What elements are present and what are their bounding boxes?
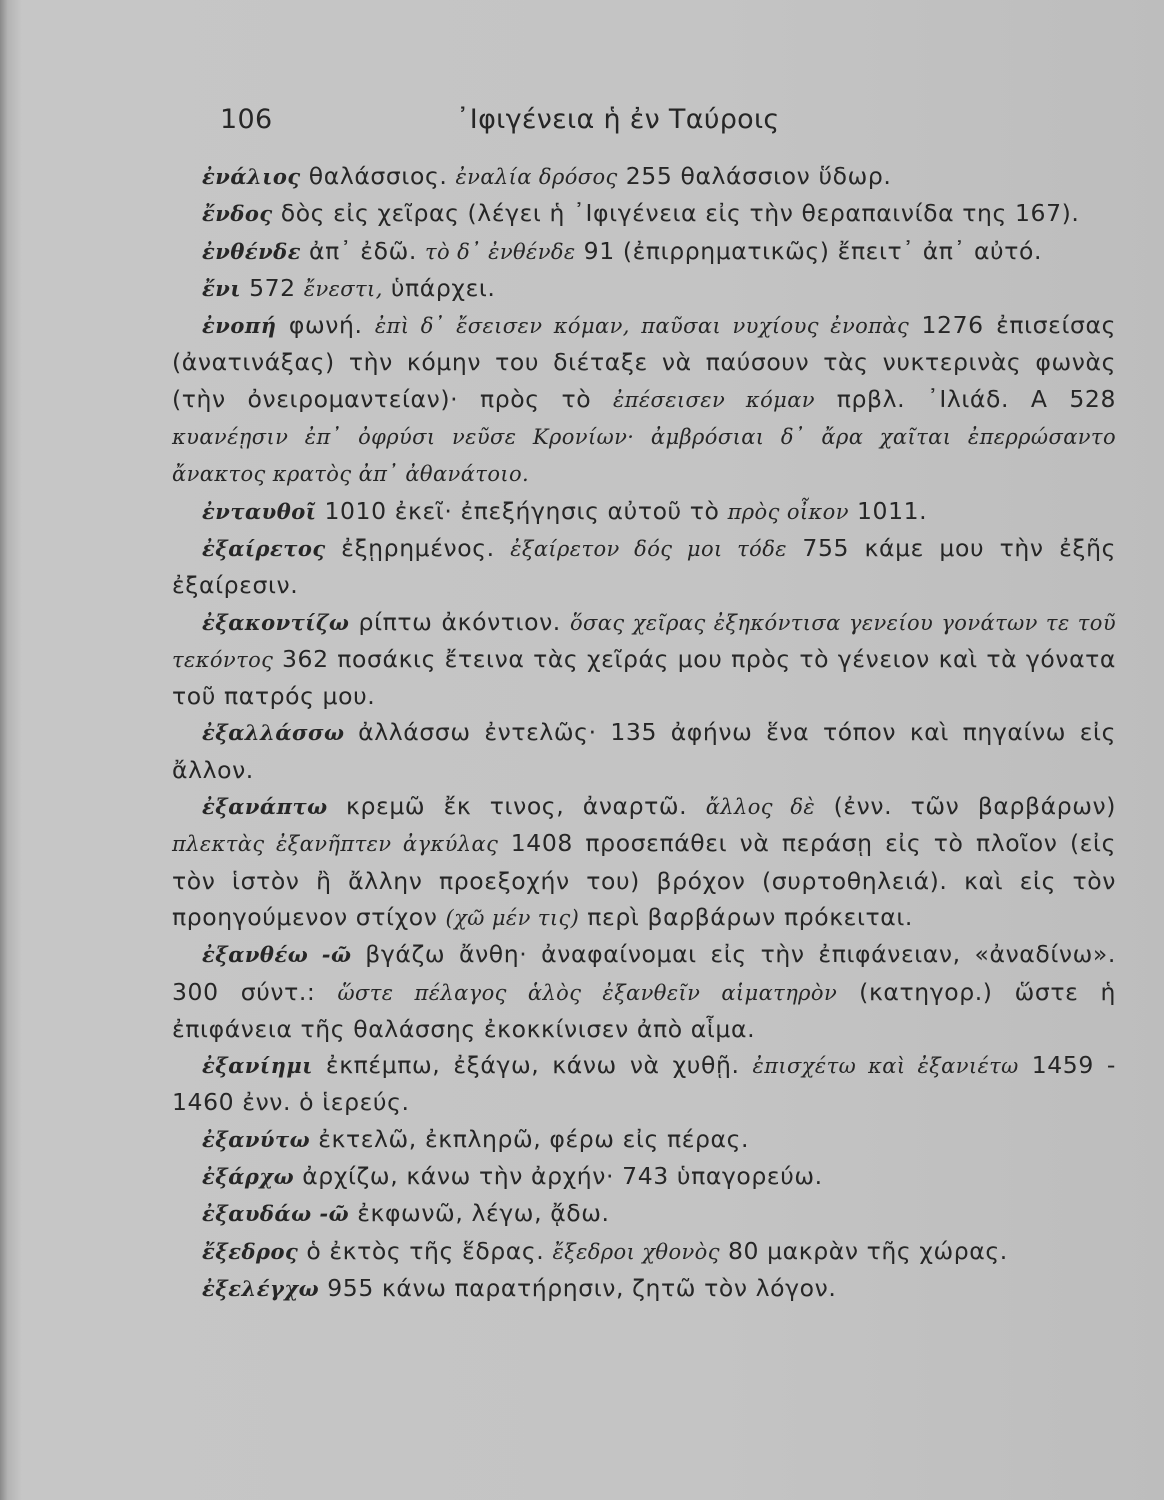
headword: ἔξεδρος	[202, 1238, 299, 1264]
definition-text: ὑπάρχει.	[382, 273, 496, 302]
definition-text: 91 (ἐπιρρηματικῶς) ἔπειτ᾿ ἀπ᾿ αὐτό.	[575, 236, 1043, 265]
headword: ἔνι	[202, 275, 241, 301]
headword: ἐξανάπτω	[202, 794, 328, 820]
quotation: ἐπέσεισεν κόμαν	[612, 387, 815, 412]
glossary-entry	[172, 604, 1116, 715]
running-header	[220, 104, 1120, 140]
definition-text: ρίπτω ἀκόντιον.	[349, 607, 571, 636]
quotation: ἐπὶ δ᾿ ἔσεισεν κόμαν, παῦσαι νυχίους ἐνοπὰς	[374, 314, 910, 339]
definition-text: 1276 ἐπισείσας (ἀνατινάξας) τὴν κόμην του διέταξε νὰ παύσουν τὰς νυκτερινὰς φωνὰς (τὴν ὀνειρομαντείαν)· πρὸς τὸ	[172, 311, 1116, 413]
headword: ἐξαυδάω -ῶ	[202, 1201, 350, 1227]
quotation: πρὸς οἶκον	[727, 499, 849, 524]
page-number: 106	[220, 104, 273, 135]
glossary-entry	[172, 1270, 1116, 1307]
definition-text: θαλάσσιος.	[300, 162, 456, 190]
definition-text: πρβλ. ᾿Ιλιάδ. Α 528	[814, 384, 1116, 413]
quotation: ἔνεστι,	[303, 276, 383, 301]
definition-text: ἐξῃρημένος.	[325, 533, 511, 562]
definition-text: δὸς εἰς χεῖρας (λέγει ἡ ᾿Ιφιγένεια εἰς τὴν θεραπαινίδα της 167).	[272, 199, 1080, 228]
quotation: (χῶ μέν τις)	[445, 905, 580, 930]
definition-text: 80 μακρὰν τῆς χώρας.	[719, 1236, 1008, 1265]
definition-text: (ἐνν. τῶν βαρβάρων)	[815, 792, 1117, 821]
quotation: ἐπισχέτω καὶ ἐξανιέτω	[752, 1054, 1019, 1079]
headword: ἔνδος	[202, 201, 273, 227]
quotation: ὅσας χεῖρας ἐξηκόντισα γενείου γονάτων τε τοῦ τεκόντος	[172, 610, 1116, 672]
headword: ἐνάλιος	[202, 164, 301, 189]
definition-text: 1408 προσεπάθει νὰ περάσῃ εἰς τὸ πλοῖον (εἰς τὸν ἱστὸν ἢ ἄλλην προεξοχήν του) βρόχον (συρτοθηλειά). καὶ εἰς τὸν προηγούμενον στίχον	[172, 829, 1117, 931]
definition-text: ὁ ἐκτὸς τῆς ἕδρας.	[298, 1236, 553, 1265]
glossary-entry	[172, 1047, 1116, 1121]
definition-text: φωνή.	[276, 311, 375, 340]
glossary-entry	[172, 1195, 1116, 1232]
definition-text: 362 ποσάκις ἔτεινα τὰς χεῖράς μου πρὸς τὸ γένειον καὶ τὰ γόνατα τοῦ πατρός μου.	[172, 644, 1116, 711]
headword: ἐξελέγχω	[202, 1275, 320, 1301]
glossary-entry	[172, 1233, 1116, 1270]
definition-text: 955 κάνω παρατήρησιν, ζητῶ τὸν λόγον.	[319, 1273, 837, 1302]
headword: ἐνταυθοῖ	[202, 498, 317, 524]
quotation: κυανέῃσιν ἐπ᾿ ὀφρύσι νεῦσε Κρονίων· ἀμβρόσιαι δ᾿ ἄρα χαῖται ἐπερρώσαντο ἄνακτος κρατὸς ἀπ᾿ ἀθανάτοιο.	[172, 425, 1116, 487]
definition-text: 1011.	[848, 496, 928, 525]
glossary-entry	[172, 233, 1116, 270]
definition-text: ἀπ᾿ ἐδῶ.	[300, 236, 425, 265]
definition-text: ἀλλάσσω ἐντελῶς· 135 ἀφήνω ἕνα τόπον καὶ πηγαίνω εἰς ἄλλον.	[172, 718, 1116, 784]
headword: ἐξανθέω -ῶ	[202, 942, 352, 968]
definition-text: ἐκφωνῶ, λέγω, ᾄδω.	[349, 1199, 610, 1228]
headword: ἐξακοντίζω	[202, 609, 350, 635]
definition-text: περὶ βαρβάρων πρόκειται.	[579, 902, 913, 931]
definition-text: 1010 ἐκεῖ· ἐπεξήγησις αὐτοῦ τὸ	[316, 496, 728, 525]
definition-text: 255 θαλάσσιον ὕδωρ.	[617, 162, 892, 190]
quotation: ἐξαίρετον δός μοι τόδε	[510, 536, 787, 561]
definition-text: (κατηγορ.) ὥστε ἡ ἐπιφάνεια τῆς θαλάσσης ἐκοκκίνισεν ἀπὸ αἷμα.	[172, 977, 1116, 1043]
definition-text: βγάζω ἄνθη· ἀναφαίνομαι εἰς τὴν ἐπιφάνειαν, «ἀναδίνω». 300 σύντ.:	[172, 940, 1116, 1006]
glossary-entry	[172, 307, 1116, 492]
headword: ἐξανύτω	[202, 1126, 311, 1152]
headword: ἐξανίημι	[202, 1053, 313, 1079]
headword: ἐξαλλάσσω	[202, 720, 345, 746]
glossary-entry	[172, 158, 1116, 195]
definition-text: ἐκτελῶ, ἐκπληρῶ, φέρω εἰς πέρας.	[310, 1124, 750, 1153]
quotation: πλεκτὰς ἐξανῆπτεν ἀγκύλας	[172, 832, 499, 857]
glossary-entry	[172, 195, 1116, 232]
quotation: ἄλλος δὲ	[705, 795, 816, 820]
quotation: ἐναλία δρόσος	[455, 165, 618, 189]
headword: ἐξαίρετος	[202, 535, 326, 561]
headword: ἐνοπή	[202, 313, 277, 339]
headword: ἐνθένδε	[202, 238, 301, 264]
definition-text: ἐκπέμπω, ἐξάγω, κάνω νὰ χυθῇ.	[312, 1051, 753, 1080]
quotation: ἔξεδροι χθονὸς	[552, 1239, 720, 1264]
quotation: τὸ δ᾿ ἐνθένδε	[425, 239, 576, 264]
quotation: ὥστε πέλαγος ἁλὸς ἐξανθεῖν αἱματηρὸν	[337, 980, 838, 1005]
glossary-entry	[172, 493, 1116, 530]
glossary-entry	[172, 530, 1116, 604]
headword: ἐξάρχω	[202, 1164, 295, 1190]
running-title: ᾿Ιφιγένεια ἡ ἐν Ταύροις	[456, 104, 780, 135]
glossary-entry	[172, 1158, 1116, 1195]
definition-text: 1459 - 1460 ἐνν. ὁ ἱερεύς.	[172, 1051, 1116, 1117]
glossary-entry	[172, 936, 1116, 1047]
glossary-entry	[172, 270, 1116, 307]
glossary-entry	[172, 714, 1116, 788]
glossary-entry	[172, 1121, 1116, 1158]
definition-text: 572	[241, 273, 304, 302]
definition-text: κρεμῶ ἔκ τινος, ἀναρτῶ.	[327, 792, 706, 821]
glossary-body	[172, 158, 1116, 1307]
glossary-entry	[172, 788, 1116, 936]
definition-text: 755 κάμε μου τὴν ἐξῆς ἐξαίρεσιν.	[172, 533, 1116, 600]
definition-text: ἀρχίζω, κάνω τὴν ἀρχήν· 743 ὑπαγορεύω.	[294, 1162, 823, 1191]
